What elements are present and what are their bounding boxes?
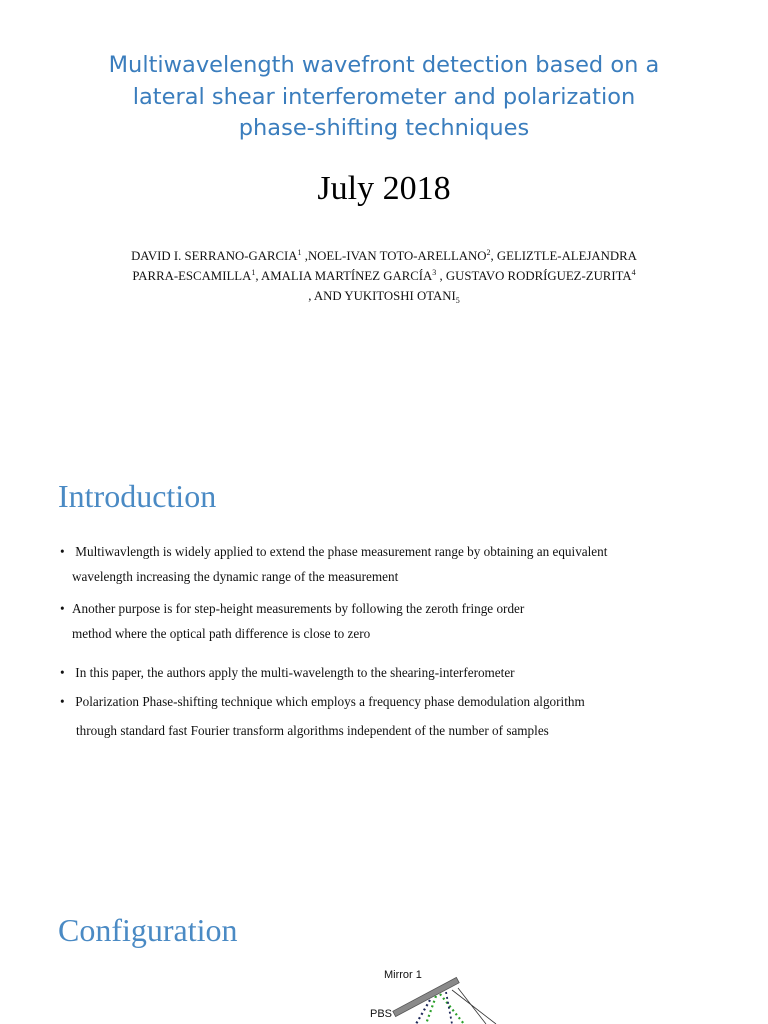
author-name: , AMALIA MARTÍNEZ GARCÍA [255,269,433,283]
author-line [60,286,708,306]
bullet-continuation: through standard fast Fourier transform algorithms independent of the number of samples [76,723,549,738]
bullet-marker: • [60,665,65,680]
title-line: lateral shear interferometer and polarization [132,83,636,110]
bullet-continuation: method where the optical path difference is close to zero [72,626,371,641]
mirror-label: Mirror 1 [384,969,422,981]
mirror-1-icon [393,977,459,1016]
title-line: Multiwavelength wavefront detection based on a [108,52,660,78]
author-line [60,246,708,266]
bullet-marker: • [60,601,65,616]
section-heading-introduction: Introduction [58,478,217,514]
affiliation-mark: 5 [455,296,460,305]
publication-date: July 2018 [317,170,451,207]
author-line [60,266,708,286]
bullet-marker: • [60,544,65,559]
bullet-item [60,694,585,710]
bullet-text: Polarization Phase-shifting technique which employs a frequency phase demodulation algorithm [72,694,585,709]
affiliation-mark: 1 [297,248,302,257]
affiliation-mark: 4 [631,268,636,277]
author-name: , GELIZTLE-ALEJANDRA [490,249,637,263]
bullet-item [60,544,607,560]
section-heading-configuration: Configuration [58,912,238,948]
affiliation-mark: 3 [432,268,437,277]
bullet-item [60,665,515,681]
bullet-text: Multiwavlength is widely applied to extend the phase measurement range by obtaining an equivalent [72,544,608,559]
bullet-text: Another purpose is for step-height measurements by following the zeroth fringe order [72,601,525,616]
author-list [60,246,708,306]
paper-title [60,50,708,145]
configuration-diagram [360,960,520,1024]
bullet-marker: • [60,694,65,709]
author-name: PARRA-ESCAMILLA [132,269,252,283]
bullet-item [60,601,524,617]
author-name: , GUSTAVO RODRÍGUEZ-ZURITA [436,269,632,283]
title-line: phase-shifting techniques [238,115,530,141]
affiliation-mark: 2 [486,248,491,257]
author-name: DAVID I. SERRANO-GARCIA [131,249,298,263]
bullet-text: In this paper, the authors apply the multi-wavelength to the shearing-interferometer [72,665,515,680]
affiliation-mark: 1 [251,268,256,277]
pbs-label: PBS [370,1008,393,1020]
author-name: , AND YUKITOSHI OTANI [308,289,456,303]
bullet-continuation: wavelength increasing the dynamic range of the measurement [72,569,399,584]
author-name: ,NOEL-IVAN TOTO-ARELLANO [301,249,487,263]
